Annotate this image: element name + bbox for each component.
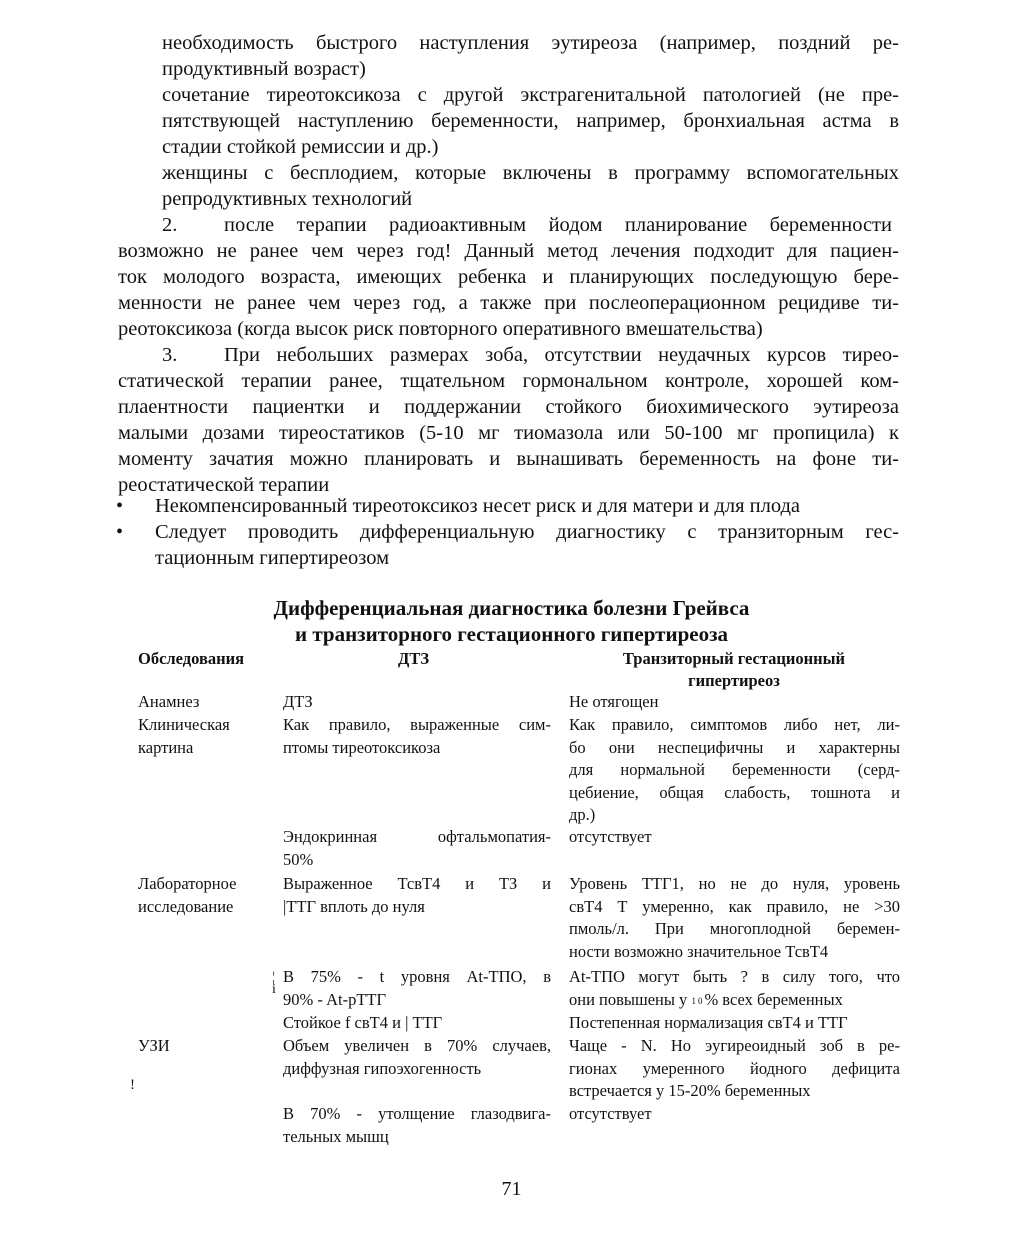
text-line: малыми дозами тиреостатиков (5-10 мг тиомазола или 50-100 мг пропицила) к — [118, 422, 899, 444]
table-cell: Выраженное ТсвТ4 и ТЗ и |ТТГ вплоть до нуля — [283, 874, 551, 916]
table-title: Дифференциальная диагностика болезни Грейвса — [273, 596, 750, 620]
bullet-icon: • — [116, 495, 124, 517]
text-line: после терапии радиоактивным йодом планирование беременности — [224, 214, 892, 236]
text-line: продуктивный возраст) — [162, 58, 366, 80]
paragraph-number: 3. — [162, 344, 178, 366]
table-cell: Как правило, симптомов либо нет, ли- бо они неспецифичны и характерны для нормальной беременности (серд- цебиение, общая слабость, тошнота и др.) — [569, 715, 900, 824]
table-cell: Клиническая картина — [138, 715, 230, 757]
text-line: пятствующей наступлению беременности, например, бронхиальная астма в — [162, 110, 899, 132]
text-line: необходимость быстрого наступления эутиреоза (например, поздний ре- — [162, 32, 899, 54]
page-number: 71 — [501, 1178, 522, 1200]
table-cell: отсутствует — [569, 827, 652, 846]
table-cell: Стойкое f свТ4 и | ТТГ — [283, 1013, 443, 1032]
text-line: сочетание тиреотоксикоза с другой экстрагенитальной патологией (не пре- — [162, 84, 899, 106]
table-cell: At-ТПО могут быть ? в силу того, что они повышены у 10% всех беременных — [569, 966, 900, 1011]
bullet-icon: • — [116, 521, 124, 543]
table-header: ДТЗ — [398, 649, 430, 668]
text-line: тационным гипертиреозом — [155, 547, 390, 569]
stray-mark: ! — [130, 1077, 135, 1093]
table-cell: ДТЗ — [283, 692, 313, 711]
table-title: и транзиторного гестационного гипертиреоза — [294, 622, 729, 646]
table-cell: В 75% - t уровня At-ТПО, в 90% - At-рТТГ — [283, 967, 551, 1009]
text-line: Некомпенсированный тиреотоксикоз несет риск и для матери и для плода — [155, 495, 801, 517]
text-line: ток молодого возраста, имеющих ребенка и планирующих последующую бере- — [118, 266, 899, 288]
table-cell: отсутствует — [569, 1104, 652, 1123]
table-cell: В 70% - утолщение глазодвига- тельных мышц — [283, 1104, 551, 1146]
table-cell: Как правило, выраженные сим- птомы тиреотоксикоза — [283, 715, 551, 757]
table-cell: Постепенная нормализация свТ4 и ТТГ — [569, 1013, 848, 1032]
text-line: репродуктивных технологий — [162, 188, 413, 210]
text-line: Следует проводить дифференциальную диагностику с транзиторным гес- — [155, 521, 899, 543]
text-line: возможно не ранее чем через год! Данный метод лечения подходит для пациен- — [118, 240, 899, 262]
table-cell: Уровень ТТГ1, но не до нуля, уровень свТ4 Т умеренно, как правило, не >30 пмоль/л. При многоплодной беремен- ности возможно значительное ТсвТ4 — [569, 874, 900, 961]
text-line: плаентности пациентки и поддержании стойкого биохимического эутиреоза — [118, 396, 899, 418]
table-header: Обследования — [138, 649, 245, 668]
table-cell: Анамнез — [138, 692, 200, 711]
stray-mark: ¦ — [272, 970, 275, 985]
text-line: статической терапии ранее, тщательном гормональном контроле, хорошей ком- — [118, 370, 899, 392]
text-line: реотоксикоза (когда высок риск повторного оперативного вмешательства) — [118, 318, 763, 340]
text-line: моменту зачатия можно планировать и вынашивать беременность на фоне ти- — [118, 448, 899, 470]
table-cell: Не отягощен — [569, 692, 659, 711]
table-header: Транзиторный гестационный — [622, 649, 846, 668]
table-cell: УЗИ — [138, 1036, 170, 1055]
text-line: При небольших размерах зоба, отсутствии неудачных курсов тирео- — [224, 344, 899, 366]
stray-mark: i — [272, 982, 276, 997]
text-line: менности не ранее чем через год, а также при послеоперационном рецидиве ти- — [118, 292, 899, 314]
text-line: женщины с бесплодием, которые включены в программу вспомогательных — [162, 162, 899, 184]
table-header: гипертиреоз — [688, 671, 780, 690]
table-cell: Объем увеличен в 70% случаев, диффузная гипоэхогенность — [283, 1036, 551, 1078]
text-line: стадии стойкой ремиссии и др.) — [162, 136, 439, 158]
text-line: реостатической терапии — [118, 474, 330, 496]
table-cell: Эндокринная офтальмопатия- 50% — [283, 827, 551, 869]
table-cell: Чаще - N. Но эугиреоидный зоб в ре- гионах умеренного йодного дефицита встречается у 15-20% беременных — [569, 1036, 900, 1100]
paragraph-number: 2. — [162, 214, 178, 236]
table-cell-line: они повышены у 10% всех беременных — [569, 989, 843, 1009]
table-cell: Лабораторное исследование — [138, 874, 237, 916]
